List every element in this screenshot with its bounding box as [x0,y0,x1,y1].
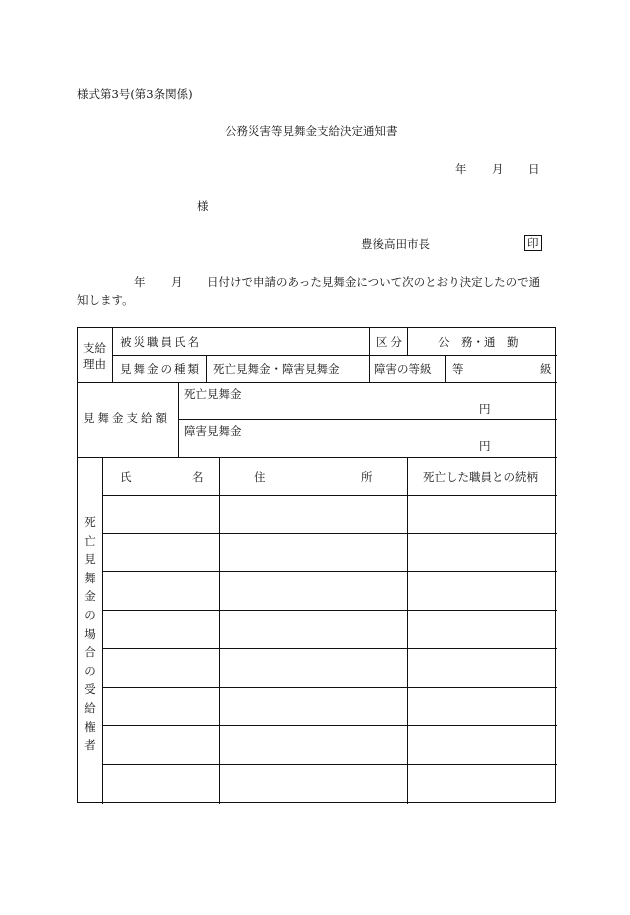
issuer: 豊後高田市長 [361,237,430,251]
type-label: 見舞金の種類 [120,362,201,376]
date-day: 日 [528,162,540,176]
addressee-suffix: 様 [197,199,209,213]
recipient-relation-header: 死亡した職員との続柄 [423,470,538,484]
form-number: 様式第3号(第3条関係) [77,87,193,101]
body-month: 月 [171,275,183,289]
recipient-address-header-1: 住 [254,470,266,484]
document-title: 公務災害等見舞金支給決定通知書 [225,124,398,138]
seal-stamp: 印 [524,235,542,251]
body-year: 年 [134,275,146,289]
disability-amount-label: 障害見舞金 [184,424,242,438]
date-year: 年 [455,162,467,176]
body-text-line2: 知します。 [77,293,134,307]
recipient-name-header-2: 名 [192,470,204,484]
recipient-name-header-1: 氏 [120,470,132,484]
reason-label-line2: 理由 [83,357,106,371]
type-value: 死亡見舞金・障害見舞金 [213,362,340,376]
decision-table [77,327,556,803]
reason-label-line1: 支給 [83,341,106,355]
date-month: 月 [492,162,504,176]
category-label: 区分 [376,335,405,349]
victim-name-label: 被災職員氏名 [120,335,201,349]
grade-prefix: 等 [452,362,464,376]
disability-amount-yen: 円 [479,439,491,453]
recipient-label: 死亡見舞金の場合の受給権者 [84,515,96,753]
grade-suffix: 級 [540,362,552,376]
body-text-line1: 日付けで申請のあった見舞金について次のとおり決定したので通 [207,275,541,289]
grade-label: 障害の等級 [374,362,432,376]
recipient-address-header-2: 所 [361,470,373,484]
amount-label: 見舞金支給額 [83,411,170,425]
category-value: 公 務・通 勤 [438,335,519,349]
death-amount-label: 死亡見舞金 [184,387,242,401]
death-amount-yen: 円 [479,402,491,416]
